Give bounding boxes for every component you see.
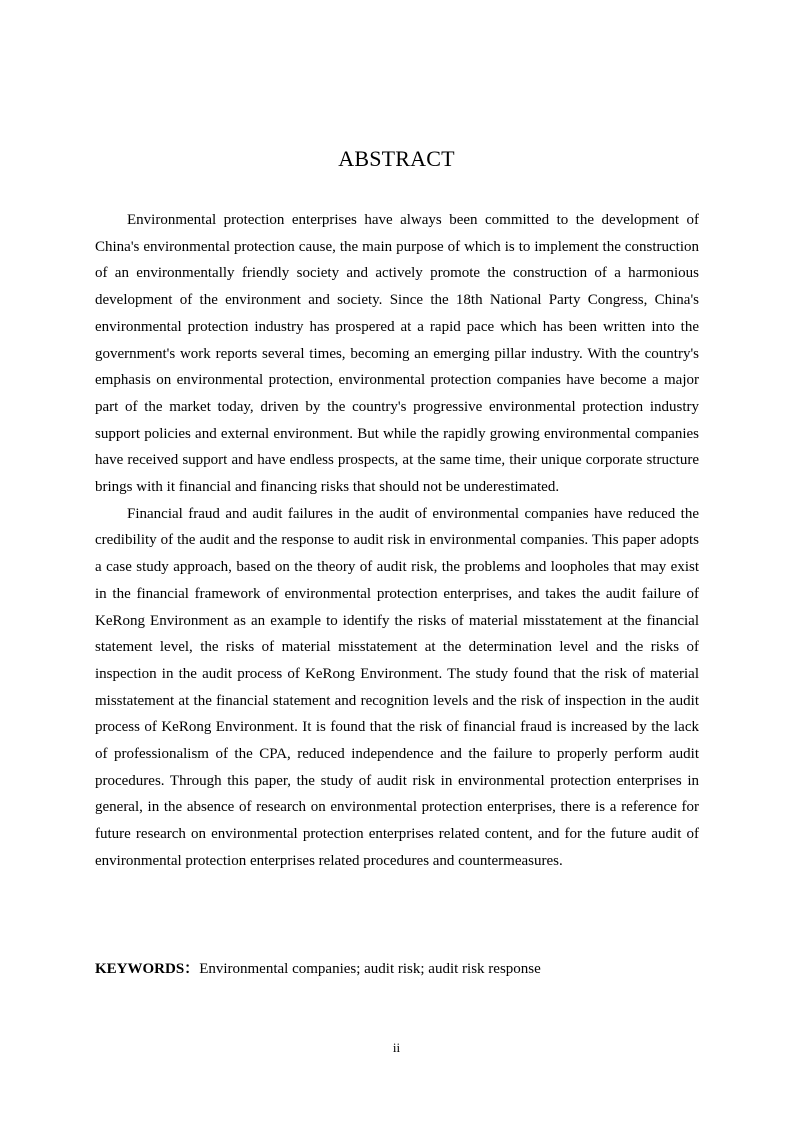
abstract-body	[95, 207, 699, 875]
keywords-label: KEYWORDS：	[95, 961, 200, 977]
keywords-line	[95, 958, 699, 980]
page-number: ii	[392, 1040, 401, 1055]
abstract-title: ABSTRACT	[338, 146, 455, 171]
abstract-paragraph-2: Financial fraud and audit failures in the audit of environmental companies have reduced the credibility of the audit and the response to audit risk in environmental companies. This paper adopts a case study approach, based on the theory of audit risk, the problems and loopholes that may exist in the financial framework of environmental protection enterprises, and takes the audit failure of KeRong Environment as an example to identify the risks of material misstatement at the financial statement level, the risks of material misstatement at the determination level and the risks of inspection in the audit process of KeRong Environment. The study found that the risk of material misstatement at the financial statement and recognition levels and the risk of inspection in the audit process of KeRong Environment. It is found that the risk of financial fraud is increased by the lack of professionalism of the CPA, reduced independence and the failure to properly perform audit procedures. Through this paper, the study of audit risk in environmental protection enterprises in general, in the absence of research on environmental protection enterprises, there is a reference for future research on environmental protection enterprises related content, and for the future audit of environmental protection enterprises related procedures and countermeasures.	[95, 505, 699, 869]
abstract-paragraph-1: Environmental protection enterprises have always been committed to the development of China's environmental protection cause, the main purpose of which is to implement the construction of an environmentally friendly society and actively promote the construction of a harmonious development of the environment and society. Since the 18th National Party Congress, China's environmental protection industry has prospered at a rapid pace which has been written into the government's work reports several times, becoming an emerging pillar industry. With the country's emphasis on environmental protection, environmental protection companies have become a major part of the market today, driven by the country's progressive environmental protection industry support policies and external environment. But while the rapidly growing environmental companies have received support and have endless prospects, at the same time, their unique corporate structure brings with it financial and financing risks that should not be underestimated.	[95, 212, 699, 496]
keywords-text: Environmental companies; audit risk; audit risk response	[199, 961, 541, 977]
